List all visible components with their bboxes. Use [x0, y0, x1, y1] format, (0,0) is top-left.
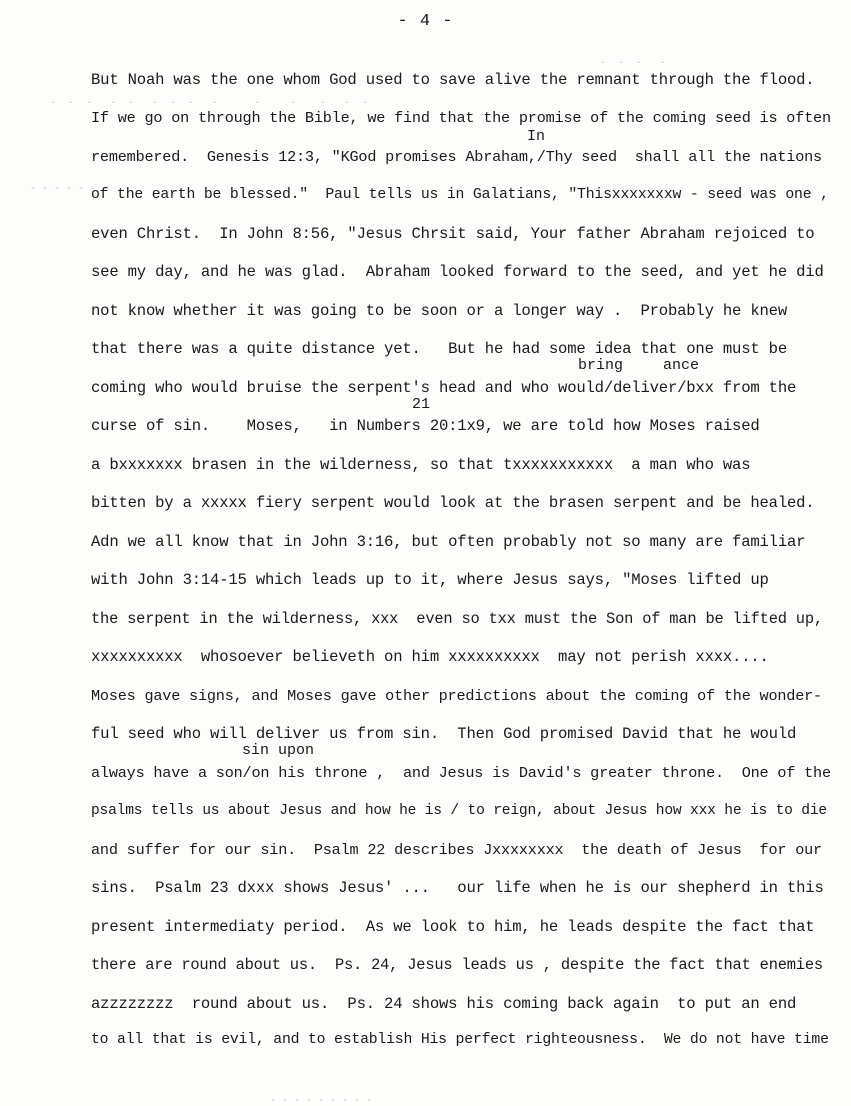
show-through-marks: . . . . . . . . . . . . . .	[50, 96, 369, 107]
text-line: Moses gave signs, and Moses gave other predictions about the coming of the wonder-	[91, 687, 822, 705]
text-line: the serpent in the wilderness, xxx even so txx must the Son of man be lifted up,	[91, 610, 823, 628]
text-line: sins. Psalm 23 dxxx shows Jesus' ... our life when he is our shepherd in this	[91, 879, 824, 897]
show-through-marks: . . . .	[600, 56, 667, 67]
text-line: Adn we all know that in John 3:16, but often probably not so many are familiar	[91, 533, 806, 551]
show-through-marks: . . . . . . . . .	[270, 1094, 373, 1105]
text-line: present intermediaty period. As we look to him, he leads despite the fact that	[91, 918, 815, 936]
text-line: ful seed who will deliver us from sin. Then God promised David that he would	[91, 725, 797, 743]
text-line: coming who would bruise the serpent's head and who would/deliver/bxx from the	[91, 379, 797, 397]
interlinear-insertion: In	[527, 128, 546, 145]
interlinear-insertion: 21	[412, 396, 431, 413]
text-line: there are round about us. Ps. 24, Jesus leads us , despite the fact that enemies	[91, 956, 823, 974]
page-number: - 4 -	[397, 12, 454, 31]
interlinear-insertion: sin upon	[242, 742, 315, 759]
text-line: not know whether it was going to be soon or a longer way . Probably he knew	[91, 302, 787, 320]
text-line: with John 3:14-15 which leads up to it, where Jesus says, "Moses lifted up	[91, 571, 769, 589]
text-line: If we go on through the Bible, we find that the promise of the coming seed is often	[91, 109, 831, 127]
text-line: azzzzzzzz round about us. Ps. 24 shows his coming back again to put an end	[91, 995, 797, 1013]
text-line: see my day, and he was glad. Abraham looked forward to the seed, and yet he did	[91, 263, 824, 281]
interlinear-insertion: bring	[578, 357, 624, 374]
text-line: But Noah was the one whom God used to save alive the remnant through the flood.	[91, 71, 815, 89]
interlinear-insertion: ance	[663, 357, 700, 374]
text-line: that there was a quite distance yet. But he had some idea that one must be	[91, 340, 787, 358]
text-line: of the earth be blessed." Paul tells us in Galatians, "Thisxxxxxxxw - seed was one ,	[91, 187, 829, 203]
show-through-marks: - - - - - -	[30, 184, 97, 195]
text-line: curse of sin. Moses, in Numbers 20:1x9, we are told how Moses raised	[91, 417, 760, 435]
text-line: and suffer for our sin. Psalm 22 describes Jxxxxxxxx the death of Jesus for our	[91, 841, 822, 859]
text-line: bitten by a xxxxx fiery serpent would look at the brasen serpent and be healed.	[91, 494, 815, 512]
text-line: always have a son/on his throne , and Jesus is David's greater throne. One of the	[91, 764, 831, 782]
text-line: to all that is evil, and to establish His perfect righteousness. We do not have time	[91, 1032, 829, 1048]
text-line: remembered. Genesis 12:3, "KGod promises Abraham,/Thy seed shall all the nations	[91, 148, 822, 166]
text-line: psalms tells us about Jesus and how he is / to reign, about Jesus how xxx he is to die	[91, 803, 827, 819]
text-line: even Christ. In John 8:56, "Jesus Chrsit said, Your father Abraham rejoiced to	[91, 225, 815, 243]
text-line: a bxxxxxxx brasen in the wilderness, so that txxxxxxxxxxx a man who was	[91, 456, 751, 474]
text-line: xxxxxxxxxx whosoever believeth on him xxxxxxxxxx may not perish xxxx....	[91, 648, 769, 666]
